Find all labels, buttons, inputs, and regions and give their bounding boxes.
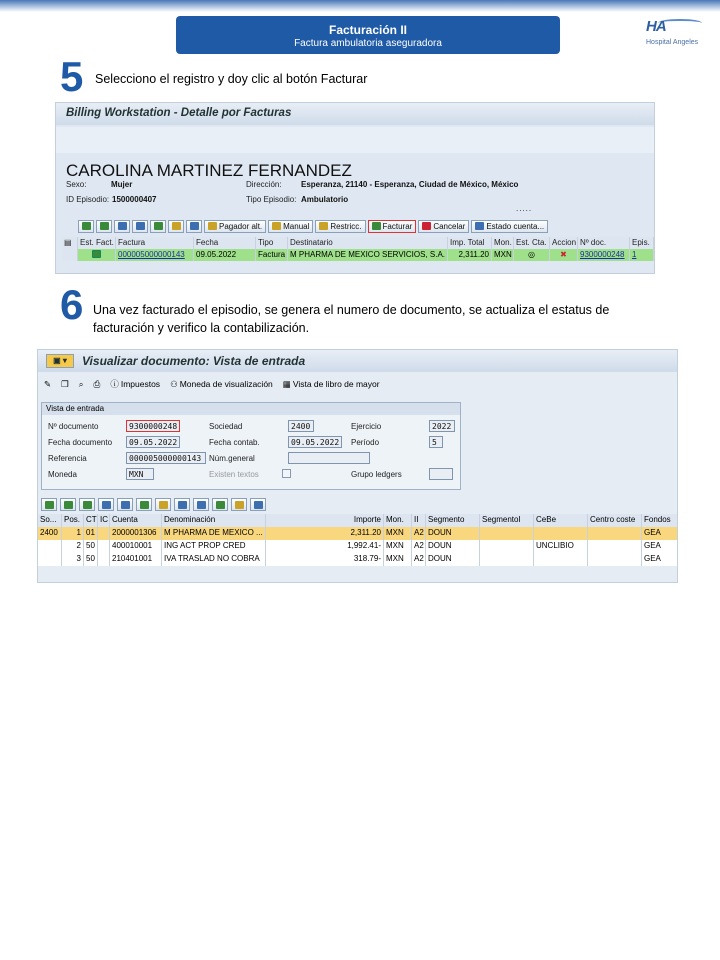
col-ic[interactable]: IC (98, 514, 110, 527)
sociedad-field[interactable]: 2400 (288, 420, 314, 432)
textos-checkbox[interactable] (282, 469, 291, 478)
table-cell: 210401001 (110, 553, 162, 566)
textos-label: Existen textos (209, 470, 259, 479)
subtotal-icon[interactable] (155, 498, 171, 511)
slide-title: Facturación II (328, 23, 408, 37)
section-title: Vista de entrada (42, 403, 460, 415)
col-est-fact[interactable]: Est. Fact. (78, 237, 116, 249)
ejercicio-field[interactable]: 2022 (429, 420, 455, 432)
col-segmento[interactable]: Segmento (426, 514, 480, 527)
col-destinatario[interactable]: Destinatario (288, 237, 448, 249)
table-cell (588, 527, 642, 540)
views-icon[interactable] (193, 498, 209, 511)
sort-desc-icon[interactable] (96, 220, 112, 233)
facturar-button[interactable]: Facturar (368, 220, 417, 233)
step-6-number: 6 (60, 281, 84, 328)
col-epis[interactable]: Epis. (630, 237, 654, 249)
sexo-value: Mujer (111, 180, 133, 189)
layout-icon[interactable] (231, 498, 247, 511)
table-cell: 2,311.20 (266, 527, 384, 540)
table-cell (98, 553, 110, 566)
referencia-field[interactable]: 000005000000143 (126, 452, 206, 464)
episodio-value: 1500000407 (112, 195, 157, 204)
table-cell (588, 553, 642, 566)
fecha-cont-label: Fecha contab. (209, 438, 260, 447)
table-cell: 3 (62, 553, 84, 566)
people-icon: ⚇ (170, 378, 178, 389)
pagador-icon (208, 222, 217, 230)
moneda-cell: MXN (492, 249, 514, 261)
print-icon[interactable] (174, 498, 190, 511)
table-cell (38, 553, 62, 566)
billing-workstation-screen (55, 102, 655, 274)
table-row[interactable] (62, 249, 654, 261)
col-so[interactable]: So... (38, 514, 62, 527)
grid-select-all-icon[interactable]: ▤ (62, 237, 78, 249)
table-cell: MXN (384, 553, 412, 566)
col-mon[interactable]: Mon. (492, 237, 514, 249)
table-row[interactable] (38, 540, 678, 553)
display-icon[interactable]: ⌕ (78, 378, 84, 389)
table-cell (98, 540, 110, 553)
sort-desc-icon[interactable] (79, 498, 95, 511)
facturar-icon (372, 222, 381, 230)
table-cell: A2 (412, 553, 426, 566)
ndoc-field[interactable]: 9300000248 (126, 420, 180, 432)
manual-button[interactable]: Manual (268, 220, 313, 233)
tipo-cell: Factura (256, 249, 288, 261)
factura-link[interactable]: 000005000000143 (116, 249, 194, 261)
col-ii[interactable]: II (412, 514, 426, 527)
filter-icon[interactable] (117, 498, 133, 511)
table-cell (38, 540, 62, 553)
col-denominacion[interactable]: Denominación (162, 514, 266, 527)
periodo-label: Período (351, 438, 380, 447)
ndoc-label: Nº documento (48, 422, 99, 431)
table-cell (534, 553, 588, 566)
table-cell: DOUN (426, 540, 480, 553)
estado-cuenta-icon (475, 222, 484, 230)
table-cell: MXN (384, 527, 412, 540)
col-imp-total[interactable]: Imp. Total (448, 237, 492, 249)
grupo-ledgers-field[interactable] (429, 468, 453, 480)
col-centro-coste[interactable]: Centro coste (588, 514, 642, 527)
table-cell: DOUN (426, 527, 480, 540)
table-cell: 2000001306 (110, 527, 162, 540)
fecha-doc-label: Fecha documento (48, 438, 113, 447)
col-fondos[interactable]: Fondos (642, 514, 678, 527)
col-mon[interactable]: Mon. (384, 514, 412, 527)
col-accion[interactable]: Accion (552, 238, 577, 247)
importe-cell: 2,311.20 (448, 249, 492, 261)
table-cell: 50 (84, 553, 98, 566)
billing-toolbar (78, 219, 548, 233)
pagador-alt-button[interactable]: Pagador alt. (204, 220, 266, 233)
table-cell: IVA TRASLAD NO COBRA (162, 553, 266, 566)
sum-icon[interactable] (150, 220, 166, 233)
epis-link[interactable]: 1 (630, 249, 654, 261)
fecha-cont-field[interactable]: 09.05.2022 (288, 436, 342, 448)
libro-mayor-button[interactable]: ▦ Vista de libro de mayor (282, 378, 380, 389)
col-factura[interactable]: Factura (116, 237, 194, 249)
grupo-ledgers-label: Grupo ledgers (351, 470, 402, 479)
col-pos[interactable]: Pos. (62, 514, 84, 527)
display-document-screen (37, 349, 678, 583)
billing-title: Billing Workstation - Detalle por Facturas (56, 103, 654, 125)
info-icon[interactable] (250, 498, 266, 511)
find-icon[interactable] (98, 498, 114, 511)
table-cell: GEA (642, 553, 678, 566)
step-5-number: 5 (60, 53, 84, 100)
sort-asc-icon[interactable] (60, 498, 76, 511)
est-cta-icon[interactable]: ◎ (514, 249, 550, 261)
menu-dropdown-icon[interactable]: ▣ ▾ (46, 354, 74, 368)
table-cell: ING ACT PROP CRED (162, 540, 266, 553)
destinatario-cell: M PHARMA DE MEXICO SERVICIOS, S.A. (288, 249, 448, 261)
col-cuenta[interactable]: Cuenta (110, 514, 162, 527)
col-cebe[interactable]: CeBe (534, 514, 588, 527)
table-cell (480, 553, 534, 566)
table-cell: 400010001 (110, 540, 162, 553)
tipo-episodio-value: Ambulatorio (301, 195, 349, 204)
table-cell (588, 540, 642, 553)
cancelar-icon (422, 222, 431, 230)
subtotal-icon[interactable] (168, 220, 184, 233)
billing-grid-header (62, 237, 654, 249)
logo-name: Hospital Angeles (646, 39, 699, 46)
tipo-episodio-label: Tipo Episodio: (246, 195, 297, 204)
direccion-value: Esperanza, 21140 - Esperanza, Ciudad de México, México (301, 180, 519, 189)
top-gradient-bar (0, 0, 720, 12)
table-cell (534, 527, 588, 540)
items-grid-header (38, 514, 678, 527)
items-toolbar (41, 498, 266, 511)
status-green-icon (78, 249, 116, 261)
col-tipo[interactable]: Tipo (256, 237, 288, 249)
col-segmentoi[interactable]: SegmentoI (480, 514, 534, 527)
table-cell: A2 (412, 540, 426, 553)
table-cell: 2 (62, 540, 84, 553)
accion-cancel-icon[interactable]: ✖ (550, 249, 578, 261)
table-cell: A2 (412, 527, 426, 540)
step-5-text: Selecciono el registro y doy clic al botón Facturar (95, 72, 368, 86)
table-cell: GEA (642, 540, 678, 553)
col-fecha[interactable]: Fecha (194, 237, 256, 249)
find-icon[interactable] (114, 220, 130, 233)
details-icon[interactable] (41, 498, 57, 511)
layout-icon[interactable] (186, 220, 202, 233)
col-ct[interactable]: CT (84, 514, 98, 527)
cancelar-button[interactable]: Cancelar (418, 220, 469, 233)
estado-cuenta-button[interactable]: Estado cuenta... (471, 220, 548, 233)
col-ndoc[interactable]: Nº doc. (578, 237, 630, 249)
table-row[interactable] (38, 527, 678, 540)
table-cell: DOUN (426, 553, 480, 566)
episodio-label: ID Episodio: (66, 195, 110, 204)
export-icon[interactable] (212, 498, 228, 511)
periodo-field[interactable]: 5 (429, 436, 443, 448)
ledger-icon: ▦ (282, 378, 291, 389)
ejercicio-label: Ejercicio (351, 422, 382, 431)
change-icon[interactable]: ✎ (44, 378, 52, 389)
table-cell (480, 540, 534, 553)
patient-name: CAROLINA MARTINEZ FERNANDEZ (66, 161, 352, 180)
table-cell: 318.79- (266, 553, 384, 566)
referencia-label: Referencia (48, 454, 87, 463)
sum-icon[interactable] (136, 498, 152, 511)
header-band (56, 127, 655, 153)
table-cell: 1,992.41- (266, 540, 384, 553)
col-est-cta[interactable]: Est. Cta. (514, 237, 550, 249)
step-6-text: Una vez facturado el episodio, se genera el numero de documento, se actualiza el estatus de facturación y verifico la contabilización. (93, 303, 610, 335)
logo-mark: HA (646, 18, 666, 35)
table-cell: MXN (384, 540, 412, 553)
numgeneral-label: Núm.general (209, 454, 255, 463)
document-title-bar (38, 350, 677, 372)
fecha-cell: 09.05.2022 (194, 249, 256, 261)
manual-icon (272, 222, 281, 230)
slide-subtitle: Factura ambulatoria aseguradora (294, 38, 442, 49)
sexo-label: Sexo: (66, 180, 87, 189)
print-icon[interactable]: ⎙ (93, 378, 101, 389)
table-cell: 50 (84, 540, 98, 553)
table-cell (480, 527, 534, 540)
info-icon: ⓘ (110, 379, 119, 389)
row-selector[interactable] (62, 249, 78, 261)
direccion-label: Dirección: (246, 180, 282, 189)
sociedad-label: Sociedad (209, 422, 243, 431)
restricc-icon (319, 222, 328, 230)
moneda-field[interactable]: MXN (126, 468, 154, 480)
table-cell: 2400 (38, 527, 62, 540)
ndoc-link[interactable]: 9300000248 (578, 249, 630, 261)
impuestos-button[interactable]: ⓘ Impuestos (110, 379, 161, 389)
table-cell: 01 (84, 527, 98, 540)
splitter-dots[interactable]: ..... (516, 204, 533, 213)
sort-asc-icon[interactable] (78, 220, 94, 233)
table-row[interactable] (38, 553, 678, 566)
table-cell: 1 (62, 527, 84, 540)
table-cell: GEA (642, 527, 678, 540)
filter-icon[interactable] (132, 220, 148, 233)
moneda-label: Moneda (48, 470, 77, 479)
col-importe[interactable]: Importe (266, 514, 384, 527)
table-cell (98, 527, 110, 540)
document-title: Visualizar documento: Vista de entrada (82, 354, 306, 368)
other-document-icon[interactable]: ❐ (61, 378, 69, 389)
fecha-doc-field[interactable]: 09.05.2022 (126, 436, 180, 448)
table-cell: UNCLIBIO (534, 540, 588, 553)
document-app-toolbar (44, 378, 380, 390)
moneda-visualizacion-button[interactable]: ⚇ Moneda de visualización (170, 378, 273, 389)
table-cell: M PHARMA DE MEXICO ... (162, 527, 266, 540)
restricc-button[interactable]: Restricc. (315, 220, 365, 233)
vista-entrada-section (41, 402, 461, 490)
slide-title-box (176, 16, 560, 54)
hospital-logo (640, 18, 702, 50)
numgeneral-field[interactable] (288, 452, 370, 464)
